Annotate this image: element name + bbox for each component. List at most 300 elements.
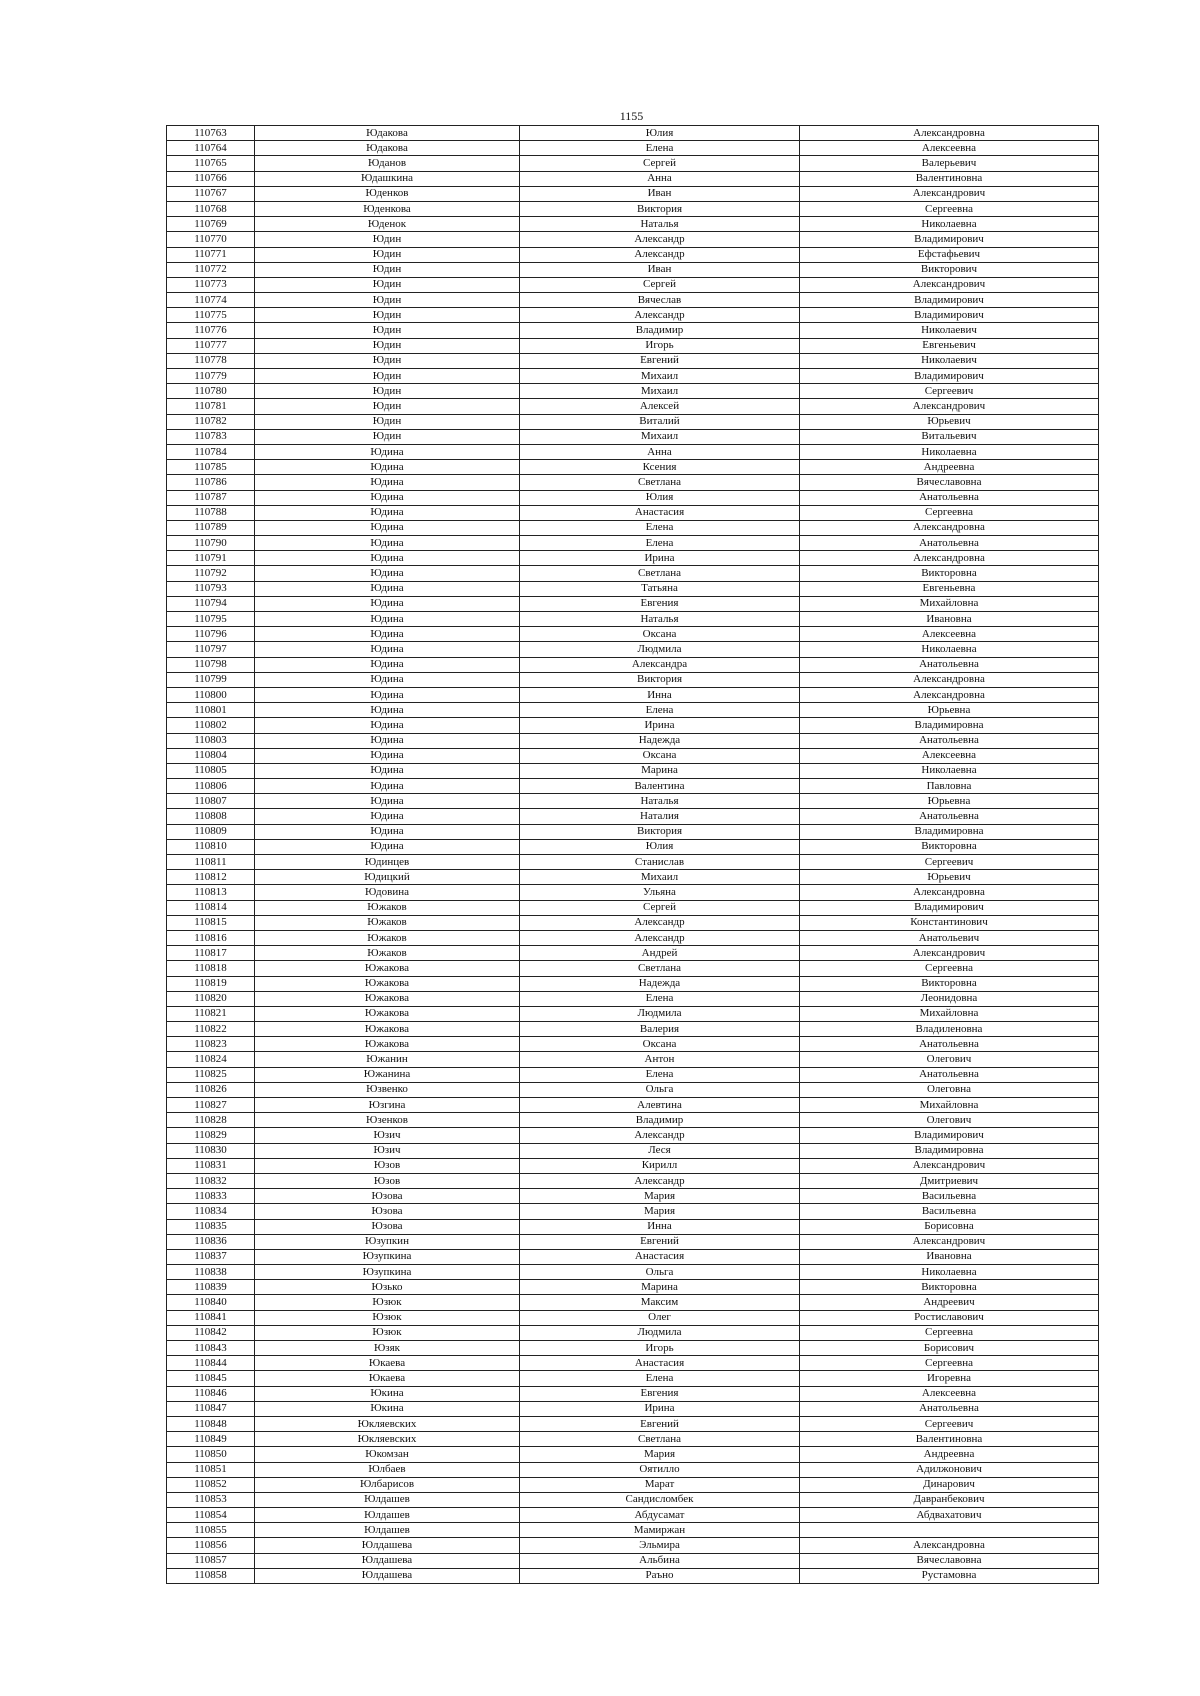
first-name-cell: Марина: [520, 763, 800, 778]
first-name-cell: Сергей: [520, 277, 800, 292]
surname-cell: Юкаева: [255, 1371, 520, 1386]
surname-cell: Южакова: [255, 1022, 520, 1037]
table-row: [167, 1310, 1099, 1325]
table-row: [167, 855, 1099, 870]
record-id-cell: 110851: [167, 1462, 255, 1477]
patronymic-cell: Викторовна: [800, 976, 1099, 991]
record-id-cell: 110810: [167, 839, 255, 854]
table-row: [167, 1082, 1099, 1097]
table-row: [167, 308, 1099, 323]
table-row: [167, 338, 1099, 353]
first-name-cell: Александр: [520, 308, 800, 323]
table-row: [167, 1356, 1099, 1371]
surname-cell: Юдина: [255, 642, 520, 657]
surname-cell: Юзвенко: [255, 1082, 520, 1097]
patronymic-cell: Валентиновна: [800, 171, 1099, 186]
patronymic-cell: Владимировна: [800, 1143, 1099, 1158]
record-id-cell: 110848: [167, 1416, 255, 1431]
first-name-cell: Ольга: [520, 1265, 800, 1280]
patronymic-cell: Анатольевна: [800, 490, 1099, 505]
table-row: [167, 703, 1099, 718]
patronymic-cell: Витальевич: [800, 429, 1099, 444]
record-id-cell: 110839: [167, 1280, 255, 1295]
first-name-cell: Виктория: [520, 201, 800, 216]
table-row: [167, 930, 1099, 945]
patronymic-cell: Олегович: [800, 1052, 1099, 1067]
patronymic-cell: Николаевна: [800, 217, 1099, 232]
patronymic-cell: Владимирович: [800, 308, 1099, 323]
surname-cell: Юзюк: [255, 1310, 520, 1325]
first-name-cell: Оксана: [520, 627, 800, 642]
record-id-cell: 110828: [167, 1113, 255, 1128]
patronymic-cell: Сергеевна: [800, 201, 1099, 216]
record-id-cell: 110769: [167, 217, 255, 232]
first-name-cell: Кирилл: [520, 1158, 800, 1173]
surname-cell: Юдин: [255, 277, 520, 292]
first-name-cell: Ульяна: [520, 885, 800, 900]
surname-cell: Юдина: [255, 794, 520, 809]
table-row: [167, 1265, 1099, 1280]
record-id-cell: 110815: [167, 915, 255, 930]
table-row: [167, 1462, 1099, 1477]
surname-cell: Юлдашева: [255, 1568, 520, 1583]
surname-cell: Южаков: [255, 915, 520, 930]
table-row: [167, 1037, 1099, 1052]
patronymic-cell: Владимировна: [800, 718, 1099, 733]
surname-cell: Юдин: [255, 414, 520, 429]
first-name-cell: Юлия: [520, 126, 800, 141]
patronymic-cell: Викторович: [800, 262, 1099, 277]
record-id-cell: 110808: [167, 809, 255, 824]
record-id-cell: 110814: [167, 900, 255, 915]
surname-cell: Юдина: [255, 718, 520, 733]
first-name-cell: Надежда: [520, 976, 800, 991]
surname-cell: Юдин: [255, 262, 520, 277]
table-row: [167, 794, 1099, 809]
first-name-cell: Валентина: [520, 779, 800, 794]
table-row: [167, 763, 1099, 778]
patronymic-cell: Владиленовна: [800, 1022, 1099, 1037]
table-row: [167, 1416, 1099, 1431]
first-name-cell: Виталий: [520, 414, 800, 429]
record-id-cell: 110850: [167, 1447, 255, 1462]
surname-cell: Юзупкина: [255, 1249, 520, 1264]
patronymic-cell: Александровна: [800, 885, 1099, 900]
record-id-cell: 110765: [167, 156, 255, 171]
table-row: [167, 323, 1099, 338]
table-row: [167, 1234, 1099, 1249]
table-row: [167, 627, 1099, 642]
surname-cell: Юдина: [255, 748, 520, 763]
table-row: [167, 991, 1099, 1006]
surname-cell: Юкаева: [255, 1356, 520, 1371]
patronymic-cell: Алексеевна: [800, 627, 1099, 642]
table-row: [167, 429, 1099, 444]
table-row: [167, 551, 1099, 566]
first-name-cell: Юлия: [520, 839, 800, 854]
patronymic-cell: Владимирович: [800, 232, 1099, 247]
surname-cell: Юзов: [255, 1158, 520, 1173]
table-row: [167, 520, 1099, 535]
surname-cell: Юлбарисов: [255, 1477, 520, 1492]
surname-cell: Юдин: [255, 247, 520, 262]
first-name-cell: Абдусамат: [520, 1508, 800, 1523]
surname-cell: Южакова: [255, 1006, 520, 1021]
record-id-cell: 110822: [167, 1022, 255, 1037]
record-id-cell: 110840: [167, 1295, 255, 1310]
patronymic-cell: Евгеньевна: [800, 581, 1099, 596]
record-id-cell: 110817: [167, 946, 255, 961]
record-id-cell: 110793: [167, 581, 255, 596]
record-id-cell: 110806: [167, 779, 255, 794]
table-row: [167, 1386, 1099, 1401]
record-id-cell: 110809: [167, 824, 255, 839]
patronymic-cell: Васильевна: [800, 1204, 1099, 1219]
patronymic-cell: Александрович: [800, 277, 1099, 292]
patronymic-cell: Анатольевна: [800, 536, 1099, 551]
patronymic-cell: Ефстафьевич: [800, 247, 1099, 262]
surname-cell: Юдина: [255, 824, 520, 839]
surname-cell: Юдина: [255, 612, 520, 627]
table-row: [167, 1067, 1099, 1082]
record-id-cell: 110849: [167, 1432, 255, 1447]
first-name-cell: Альбина: [520, 1553, 800, 1568]
first-name-cell: Марат: [520, 1477, 800, 1492]
surname-cell: Юдина: [255, 536, 520, 551]
record-id-cell: 110787: [167, 490, 255, 505]
patronymic-cell: Леонидовна: [800, 991, 1099, 1006]
surname-cell: Южаков: [255, 946, 520, 961]
first-name-cell: Марина: [520, 1280, 800, 1295]
first-name-cell: Андрей: [520, 946, 800, 961]
first-name-cell: Светлана: [520, 475, 800, 490]
surname-cell: Южакова: [255, 1037, 520, 1052]
surname-cell: Южакова: [255, 991, 520, 1006]
table-row: [167, 201, 1099, 216]
table-row: [167, 1143, 1099, 1158]
table-row: [167, 1280, 1099, 1295]
surname-cell: Юдовина: [255, 885, 520, 900]
surname-cell: Юдина: [255, 520, 520, 535]
first-name-cell: Ксения: [520, 460, 800, 475]
record-id-cell: 110785: [167, 460, 255, 475]
patronymic-cell: Вячеславовна: [800, 475, 1099, 490]
first-name-cell: Оксана: [520, 1037, 800, 1052]
table-row: [167, 976, 1099, 991]
first-name-cell: Михаил: [520, 429, 800, 444]
record-id-cell: 110857: [167, 1553, 255, 1568]
surname-cell: Юкомзан: [255, 1447, 520, 1462]
first-name-cell: Людмила: [520, 1006, 800, 1021]
patronymic-cell: Олегович: [800, 1113, 1099, 1128]
record-id-cell: 110772: [167, 262, 255, 277]
first-name-cell: Михаил: [520, 369, 800, 384]
first-name-cell: Наталья: [520, 612, 800, 627]
surname-cell: Юлдашева: [255, 1538, 520, 1553]
record-id-cell: 110786: [167, 475, 255, 490]
table-row: [167, 961, 1099, 976]
first-name-cell: Михаил: [520, 870, 800, 885]
patronymic-cell: Викторовна: [800, 566, 1099, 581]
first-name-cell: Вячеслав: [520, 293, 800, 308]
table-row: [167, 186, 1099, 201]
table-row: [167, 1508, 1099, 1523]
surname-cell: Юдин: [255, 323, 520, 338]
surname-cell: Юдин: [255, 232, 520, 247]
first-name-cell: Виктория: [520, 672, 800, 687]
first-name-cell: Александр: [520, 247, 800, 262]
surname-cell: Юданов: [255, 156, 520, 171]
table-row: [167, 596, 1099, 611]
record-id-cell: 110832: [167, 1173, 255, 1188]
record-id-cell: 110781: [167, 399, 255, 414]
patronymic-cell: Валерьевич: [800, 156, 1099, 171]
table-row: [167, 1128, 1099, 1143]
surname-cell: Южаков: [255, 930, 520, 945]
table-row: [167, 1249, 1099, 1264]
first-name-cell: Валерия: [520, 1022, 800, 1037]
record-id-cell: 110764: [167, 141, 255, 156]
patronymic-cell: Борисович: [800, 1341, 1099, 1356]
first-name-cell: Евгения: [520, 596, 800, 611]
patronymic-cell: Сергеевна: [800, 961, 1099, 976]
table-row: [167, 141, 1099, 156]
record-id-cell: 110795: [167, 612, 255, 627]
surname-cell: Юдина: [255, 460, 520, 475]
table-row: [167, 1432, 1099, 1447]
record-id-cell: 110788: [167, 505, 255, 520]
patronymic-cell: Андреевич: [800, 1295, 1099, 1310]
patronymic-cell: Николаевна: [800, 763, 1099, 778]
first-name-cell: Сандисломбек: [520, 1492, 800, 1507]
record-id-cell: 110767: [167, 186, 255, 201]
table-row: [167, 1523, 1099, 1538]
first-name-cell: Александра: [520, 657, 800, 672]
first-name-cell: Елена: [520, 1067, 800, 1082]
record-id-cell: 110791: [167, 551, 255, 566]
first-name-cell: Иван: [520, 186, 800, 201]
table-row: [167, 839, 1099, 854]
patronymic-cell: Сергеевич: [800, 384, 1099, 399]
patronymic-cell: Юрьевна: [800, 703, 1099, 718]
record-id-cell: 110804: [167, 748, 255, 763]
patronymic-cell: Сергеевна: [800, 1356, 1099, 1371]
record-id-cell: 110843: [167, 1341, 255, 1356]
table-row: [167, 1022, 1099, 1037]
patronymic-cell: [800, 1523, 1099, 1538]
first-name-cell: Иван: [520, 262, 800, 277]
patronymic-cell: Михайловна: [800, 1098, 1099, 1113]
first-name-cell: Елена: [520, 991, 800, 1006]
surname-cell: Юкляевских: [255, 1416, 520, 1431]
record-id-cell: 110833: [167, 1189, 255, 1204]
table-row: [167, 642, 1099, 657]
first-name-cell: Алексей: [520, 399, 800, 414]
patronymic-cell: Андреевна: [800, 1447, 1099, 1462]
table-row: [167, 1371, 1099, 1386]
first-name-cell: Эльмира: [520, 1538, 800, 1553]
surname-cell: Юдина: [255, 763, 520, 778]
surname-cell: Юдина: [255, 596, 520, 611]
surname-cell: Юзупкин: [255, 1234, 520, 1249]
page-number: 1155: [619, 109, 644, 123]
surname-cell: Юдина: [255, 505, 520, 520]
patronymic-cell: Павловна: [800, 779, 1099, 794]
surname-cell: Юдин: [255, 399, 520, 414]
record-id-cell: 110771: [167, 247, 255, 262]
first-name-cell: Светлана: [520, 1432, 800, 1447]
surname-cell: Юзич: [255, 1128, 520, 1143]
record-id-cell: 110778: [167, 353, 255, 368]
record-id-cell: 110789: [167, 520, 255, 535]
first-name-cell: Александр: [520, 1173, 800, 1188]
first-name-cell: Владимир: [520, 1113, 800, 1128]
table-row: [167, 1113, 1099, 1128]
record-id-cell: 110842: [167, 1325, 255, 1340]
patronymic-cell: Анатольевна: [800, 809, 1099, 824]
first-name-cell: Светлана: [520, 566, 800, 581]
surname-cell: Юзюк: [255, 1325, 520, 1340]
table-row: [167, 1325, 1099, 1340]
first-name-cell: Евгений: [520, 1234, 800, 1249]
record-id-cell: 110766: [167, 171, 255, 186]
surname-cell: Юденкова: [255, 201, 520, 216]
surname-cell: Юзова: [255, 1204, 520, 1219]
patronymic-cell: Юрьевич: [800, 414, 1099, 429]
surname-cell: Юдин: [255, 353, 520, 368]
patronymic-cell: Валентиновна: [800, 1432, 1099, 1447]
surname-cell: Юзгина: [255, 1098, 520, 1113]
patronymic-cell: Владимирович: [800, 900, 1099, 915]
table-row: [167, 1447, 1099, 1462]
record-id-cell: 110836: [167, 1234, 255, 1249]
record-id-cell: 110812: [167, 870, 255, 885]
patronymic-cell: Владимировна: [800, 824, 1099, 839]
surname-cell: Юзупкина: [255, 1265, 520, 1280]
table-row: [167, 490, 1099, 505]
first-name-cell: Михаил: [520, 384, 800, 399]
first-name-cell: Мария: [520, 1447, 800, 1462]
patronymic-cell: Викторовна: [800, 839, 1099, 854]
record-id-cell: 110823: [167, 1037, 255, 1052]
record-id-cell: 110820: [167, 991, 255, 1006]
table-row: [167, 1401, 1099, 1416]
table-row: [167, 581, 1099, 596]
first-name-cell: Александр: [520, 232, 800, 247]
patronymic-cell: Николаевич: [800, 353, 1099, 368]
table-row: [167, 399, 1099, 414]
table-row: [167, 1477, 1099, 1492]
record-id-cell: 110835: [167, 1219, 255, 1234]
record-id-cell: 110830: [167, 1143, 255, 1158]
first-name-cell: Елена: [520, 141, 800, 156]
first-name-cell: Людмила: [520, 642, 800, 657]
surname-cell: Юдакова: [255, 126, 520, 141]
first-name-cell: Игорь: [520, 1341, 800, 1356]
table-row: [167, 1553, 1099, 1568]
surname-cell: Юдин: [255, 308, 520, 323]
patronymic-cell: Николаевна: [800, 1265, 1099, 1280]
table-row: [167, 1189, 1099, 1204]
records-body: [167, 126, 1099, 1584]
table-row: [167, 277, 1099, 292]
record-id-cell: 110841: [167, 1310, 255, 1325]
surname-cell: Юдина: [255, 475, 520, 490]
record-id-cell: 110838: [167, 1265, 255, 1280]
surname-cell: Юдина: [255, 687, 520, 702]
record-id-cell: 110798: [167, 657, 255, 672]
surname-cell: Юдина: [255, 490, 520, 505]
surname-cell: Южанин: [255, 1052, 520, 1067]
patronymic-cell: Александровна: [800, 1538, 1099, 1553]
first-name-cell: Антон: [520, 1052, 800, 1067]
table-row: [167, 1173, 1099, 1188]
table-row: [167, 1052, 1099, 1067]
patronymic-cell: Викторовна: [800, 1280, 1099, 1295]
patronymic-cell: Сергеевна: [800, 1325, 1099, 1340]
surname-cell: Юзич: [255, 1143, 520, 1158]
patronymic-cell: Юрьевна: [800, 794, 1099, 809]
record-id-cell: 110856: [167, 1538, 255, 1553]
record-id-cell: 110799: [167, 672, 255, 687]
patronymic-cell: Николаевна: [800, 642, 1099, 657]
patronymic-cell: Александрович: [800, 946, 1099, 961]
patronymic-cell: Алексеевна: [800, 1386, 1099, 1401]
table-row: [167, 505, 1099, 520]
table-row: [167, 1295, 1099, 1310]
first-name-cell: Юлия: [520, 490, 800, 505]
surname-cell: Юкляевских: [255, 1432, 520, 1447]
patronymic-cell: Алексеевна: [800, 748, 1099, 763]
record-id-cell: 110854: [167, 1508, 255, 1523]
patronymic-cell: Андреевна: [800, 460, 1099, 475]
record-id-cell: 110800: [167, 687, 255, 702]
first-name-cell: Раъно: [520, 1568, 800, 1583]
record-id-cell: 110768: [167, 201, 255, 216]
record-id-cell: 110829: [167, 1128, 255, 1143]
record-id-cell: 110763: [167, 126, 255, 141]
first-name-cell: Евгений: [520, 353, 800, 368]
first-name-cell: Людмила: [520, 1325, 800, 1340]
patronymic-cell: Анатольевна: [800, 1067, 1099, 1082]
first-name-cell: Александр: [520, 930, 800, 945]
record-id-cell: 110853: [167, 1492, 255, 1507]
first-name-cell: Анастасия: [520, 1249, 800, 1264]
surname-cell: Юкина: [255, 1386, 520, 1401]
table-row: [167, 1568, 1099, 1583]
record-id-cell: 110792: [167, 566, 255, 581]
table-row: [167, 217, 1099, 232]
record-id-cell: 110844: [167, 1356, 255, 1371]
table-row: [167, 1006, 1099, 1021]
table-row: [167, 1538, 1099, 1553]
patronymic-cell: Евгеньевич: [800, 338, 1099, 353]
record-id-cell: 110807: [167, 794, 255, 809]
first-name-cell: Елена: [520, 1371, 800, 1386]
patronymic-cell: Константинович: [800, 915, 1099, 930]
surname-cell: Юдин: [255, 338, 520, 353]
surname-cell: Юденков: [255, 186, 520, 201]
first-name-cell: Анастасия: [520, 1356, 800, 1371]
records-table: [166, 125, 1099, 1584]
table-row: [167, 460, 1099, 475]
patronymic-cell: Александровна: [800, 672, 1099, 687]
table-row: [167, 612, 1099, 627]
record-id-cell: 110796: [167, 627, 255, 642]
patronymic-cell: Васильевна: [800, 1189, 1099, 1204]
surname-cell: Юденок: [255, 217, 520, 232]
record-id-cell: 110816: [167, 930, 255, 945]
